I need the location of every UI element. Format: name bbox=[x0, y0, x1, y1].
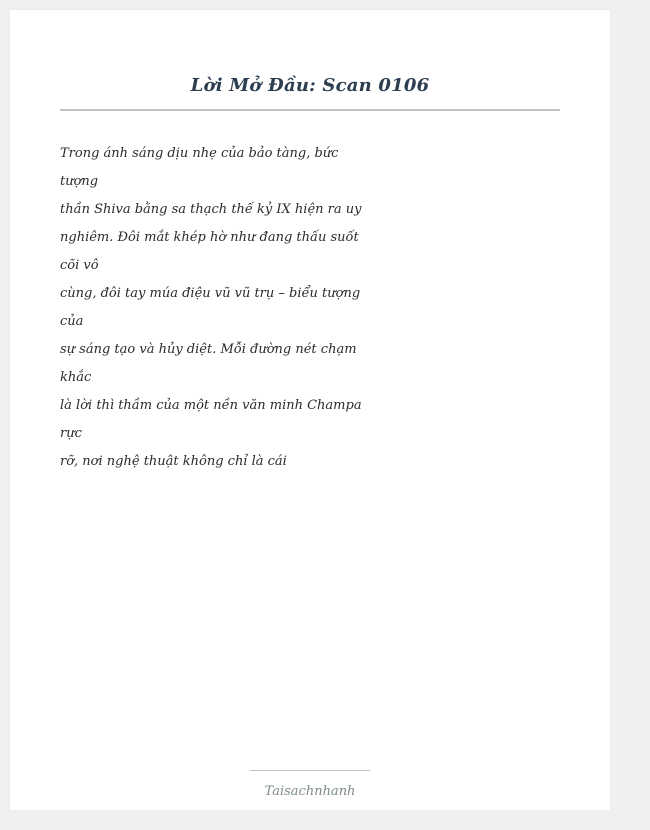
body-line: Trong ánh sáng dịu nhẹ của bảo tàng, bức bbox=[60, 146, 339, 161]
body-line: là lời thì thầm của một nền văn minh Champa bbox=[60, 398, 362, 413]
body-line: của bbox=[60, 314, 84, 329]
document-page bbox=[10, 10, 610, 810]
body-line: tượng bbox=[60, 174, 99, 189]
body-line: rực bbox=[60, 426, 82, 441]
body-line: thần Shiva bằng sa thạch thế kỷ IX hiện ra uy bbox=[60, 202, 362, 217]
body-text bbox=[60, 140, 360, 476]
body-line: nghiêm. Đôi mắt khép hờ như đang thấu suốt bbox=[60, 230, 359, 245]
footer-text: Taisachnhanh bbox=[264, 784, 356, 799]
body-line: rỡ, nơi nghệ thuật không chỉ là cái bbox=[60, 454, 287, 469]
body-line: cùng, đôi tay múa điệu vũ vũ trụ – biểu tượng bbox=[60, 286, 361, 301]
body-line: sự sáng tạo và hủy diệt. Mỗi đường nét chạm bbox=[60, 342, 357, 357]
body-line: cõi vô bbox=[60, 258, 99, 273]
footer-divider bbox=[250, 770, 370, 771]
page-title: Lời Mở Đầu: Scan 0106 bbox=[190, 75, 430, 96]
body-line: khắc bbox=[60, 370, 92, 385]
title-divider bbox=[60, 109, 560, 111]
